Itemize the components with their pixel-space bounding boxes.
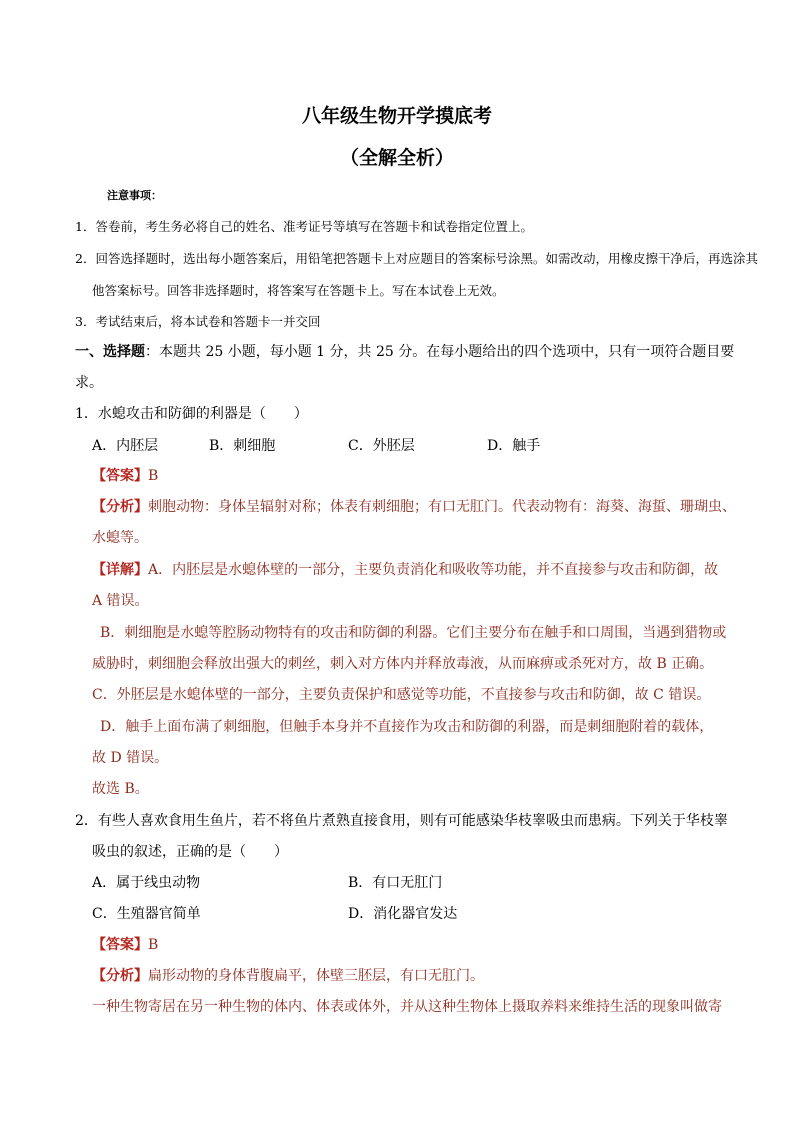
q1-option-a: A．内胚层 bbox=[92, 438, 159, 454]
q2-option-b: B．有口无肛门 bbox=[348, 875, 443, 891]
q1-conclusion: 故选 B。 bbox=[92, 781, 149, 797]
q2-stem-cont: 吸虫的叙述，正确的是（ ） bbox=[92, 844, 288, 860]
q1-detail-b: B．刺细胞是水螅等腔肠动物特有的攻击和防御的利器。它们主要分布在触手和口周围，当遇到猎物或 bbox=[100, 625, 727, 641]
q2-option-a: A．属于线虫动物 bbox=[92, 875, 201, 891]
q1-detail bbox=[92, 561, 718, 579]
q1-detail-c: C．外胚层是水螅体壁的一部分，主要负责保护和感觉等功能，不直接参与攻击和防御，故 C 错误。 bbox=[92, 687, 711, 703]
notice-line-1: 1．答卷前，考生务必将自己的姓名、准考证号等填写在答题卡和试卷指定位置上。 bbox=[75, 219, 533, 234]
answer-tag: 【答案】 bbox=[92, 937, 148, 953]
analysis-tag: 【分析】 bbox=[92, 499, 148, 515]
q2-option-c: C．生殖器官简单 bbox=[92, 906, 201, 922]
q1-stem: 1．水螅攻击和防御的利器是（ ） bbox=[75, 406, 308, 422]
q1-detail-d: D．触手上面布满了刺细胞，但触手本身并不直接作为攻击和防御的利器，而是刺细胞附着的载体， bbox=[100, 719, 714, 735]
analysis-tag: 【分析】 bbox=[92, 968, 148, 984]
q1-option-d: D．触手 bbox=[487, 438, 541, 454]
q1-detail-b-cont: 威胁时，刺细胞会释放出强大的刺丝，刺入对方体内并释放毒液，从而麻痹或杀死对方，故 B 正确。 bbox=[92, 656, 714, 672]
q1-detail-a: A．内胚层是水螅体壁的一部分，主要负责消化和吸收等功能，并不直接参与攻击和防御，故 bbox=[148, 562, 719, 578]
q2-answer-value: B bbox=[148, 937, 159, 953]
q1-analysis-cont: 水螅等。 bbox=[92, 530, 148, 546]
q2-analysis bbox=[92, 967, 484, 985]
section-heading bbox=[75, 343, 734, 361]
section-text: ：本题共 25 小题，每小题 1 分，共 25 分。在每小题给出的四个选项中，只有一项符合题目要 bbox=[145, 344, 735, 360]
notice-heading: 注意事项： bbox=[107, 189, 162, 202]
section-label: 一、选择题 bbox=[75, 344, 145, 360]
document-title: 八年级生物开学摸底考 bbox=[301, 105, 492, 127]
detail-tag: 【详解】 bbox=[92, 562, 148, 578]
q2-answer bbox=[92, 936, 158, 954]
q1-detail-a-cont: A 错误。 bbox=[92, 593, 149, 609]
q2-stem: 2．有些人喜欢食用生鱼片，若不将鱼片煮熟直接食用，则有可能感染华枝睾吸虫而患病。下列关于华枝睾 bbox=[75, 813, 728, 829]
q1-answer bbox=[92, 467, 158, 485]
q2-option-d: D．消化器官发达 bbox=[348, 906, 458, 922]
q1-answer-value: B bbox=[148, 468, 159, 484]
notice-line-4: 3．考试结束后，将本试卷和答题卡一并交回 bbox=[75, 314, 321, 329]
q2-analysis-text: 扁形动物的身体背腹扁平，体壁三胚层，有口无肛门。 bbox=[148, 968, 484, 984]
q1-option-b: B．刺细胞 bbox=[209, 438, 276, 454]
q1-analysis bbox=[92, 498, 736, 516]
q2-analysis-cont: 一种生物寄居在另一种生物的体内、体表或体外，并从这种生物体上摄取养料来维持生活的现象叫做寄 bbox=[92, 999, 722, 1015]
notice-line-2: 2．回答选择题时，选出每小题答案后，用铅笔把答题卡上对应题目的答案标号涂黑。如需改动，用橡皮擦干净后，再选涂其 bbox=[75, 251, 758, 266]
q1-detail-d-cont: 故 D 错误。 bbox=[92, 750, 169, 766]
answer-tag: 【答案】 bbox=[92, 468, 148, 484]
q1-option-c: C．外胚层 bbox=[348, 438, 415, 454]
section-text-cont: 求。 bbox=[75, 375, 103, 391]
document-subtitle: （全解全析） bbox=[339, 147, 454, 169]
notice-line-3: 他答案标号。回答非选择题时，将答案写在答题卡上。写在本试卷上无效。 bbox=[92, 283, 505, 298]
q1-analysis-text: 刺胞动物：身体呈辐射对称；体表有刺细胞；有口无肛门。代表动物有：海葵、海蜇、珊瑚虫、 bbox=[148, 499, 736, 515]
